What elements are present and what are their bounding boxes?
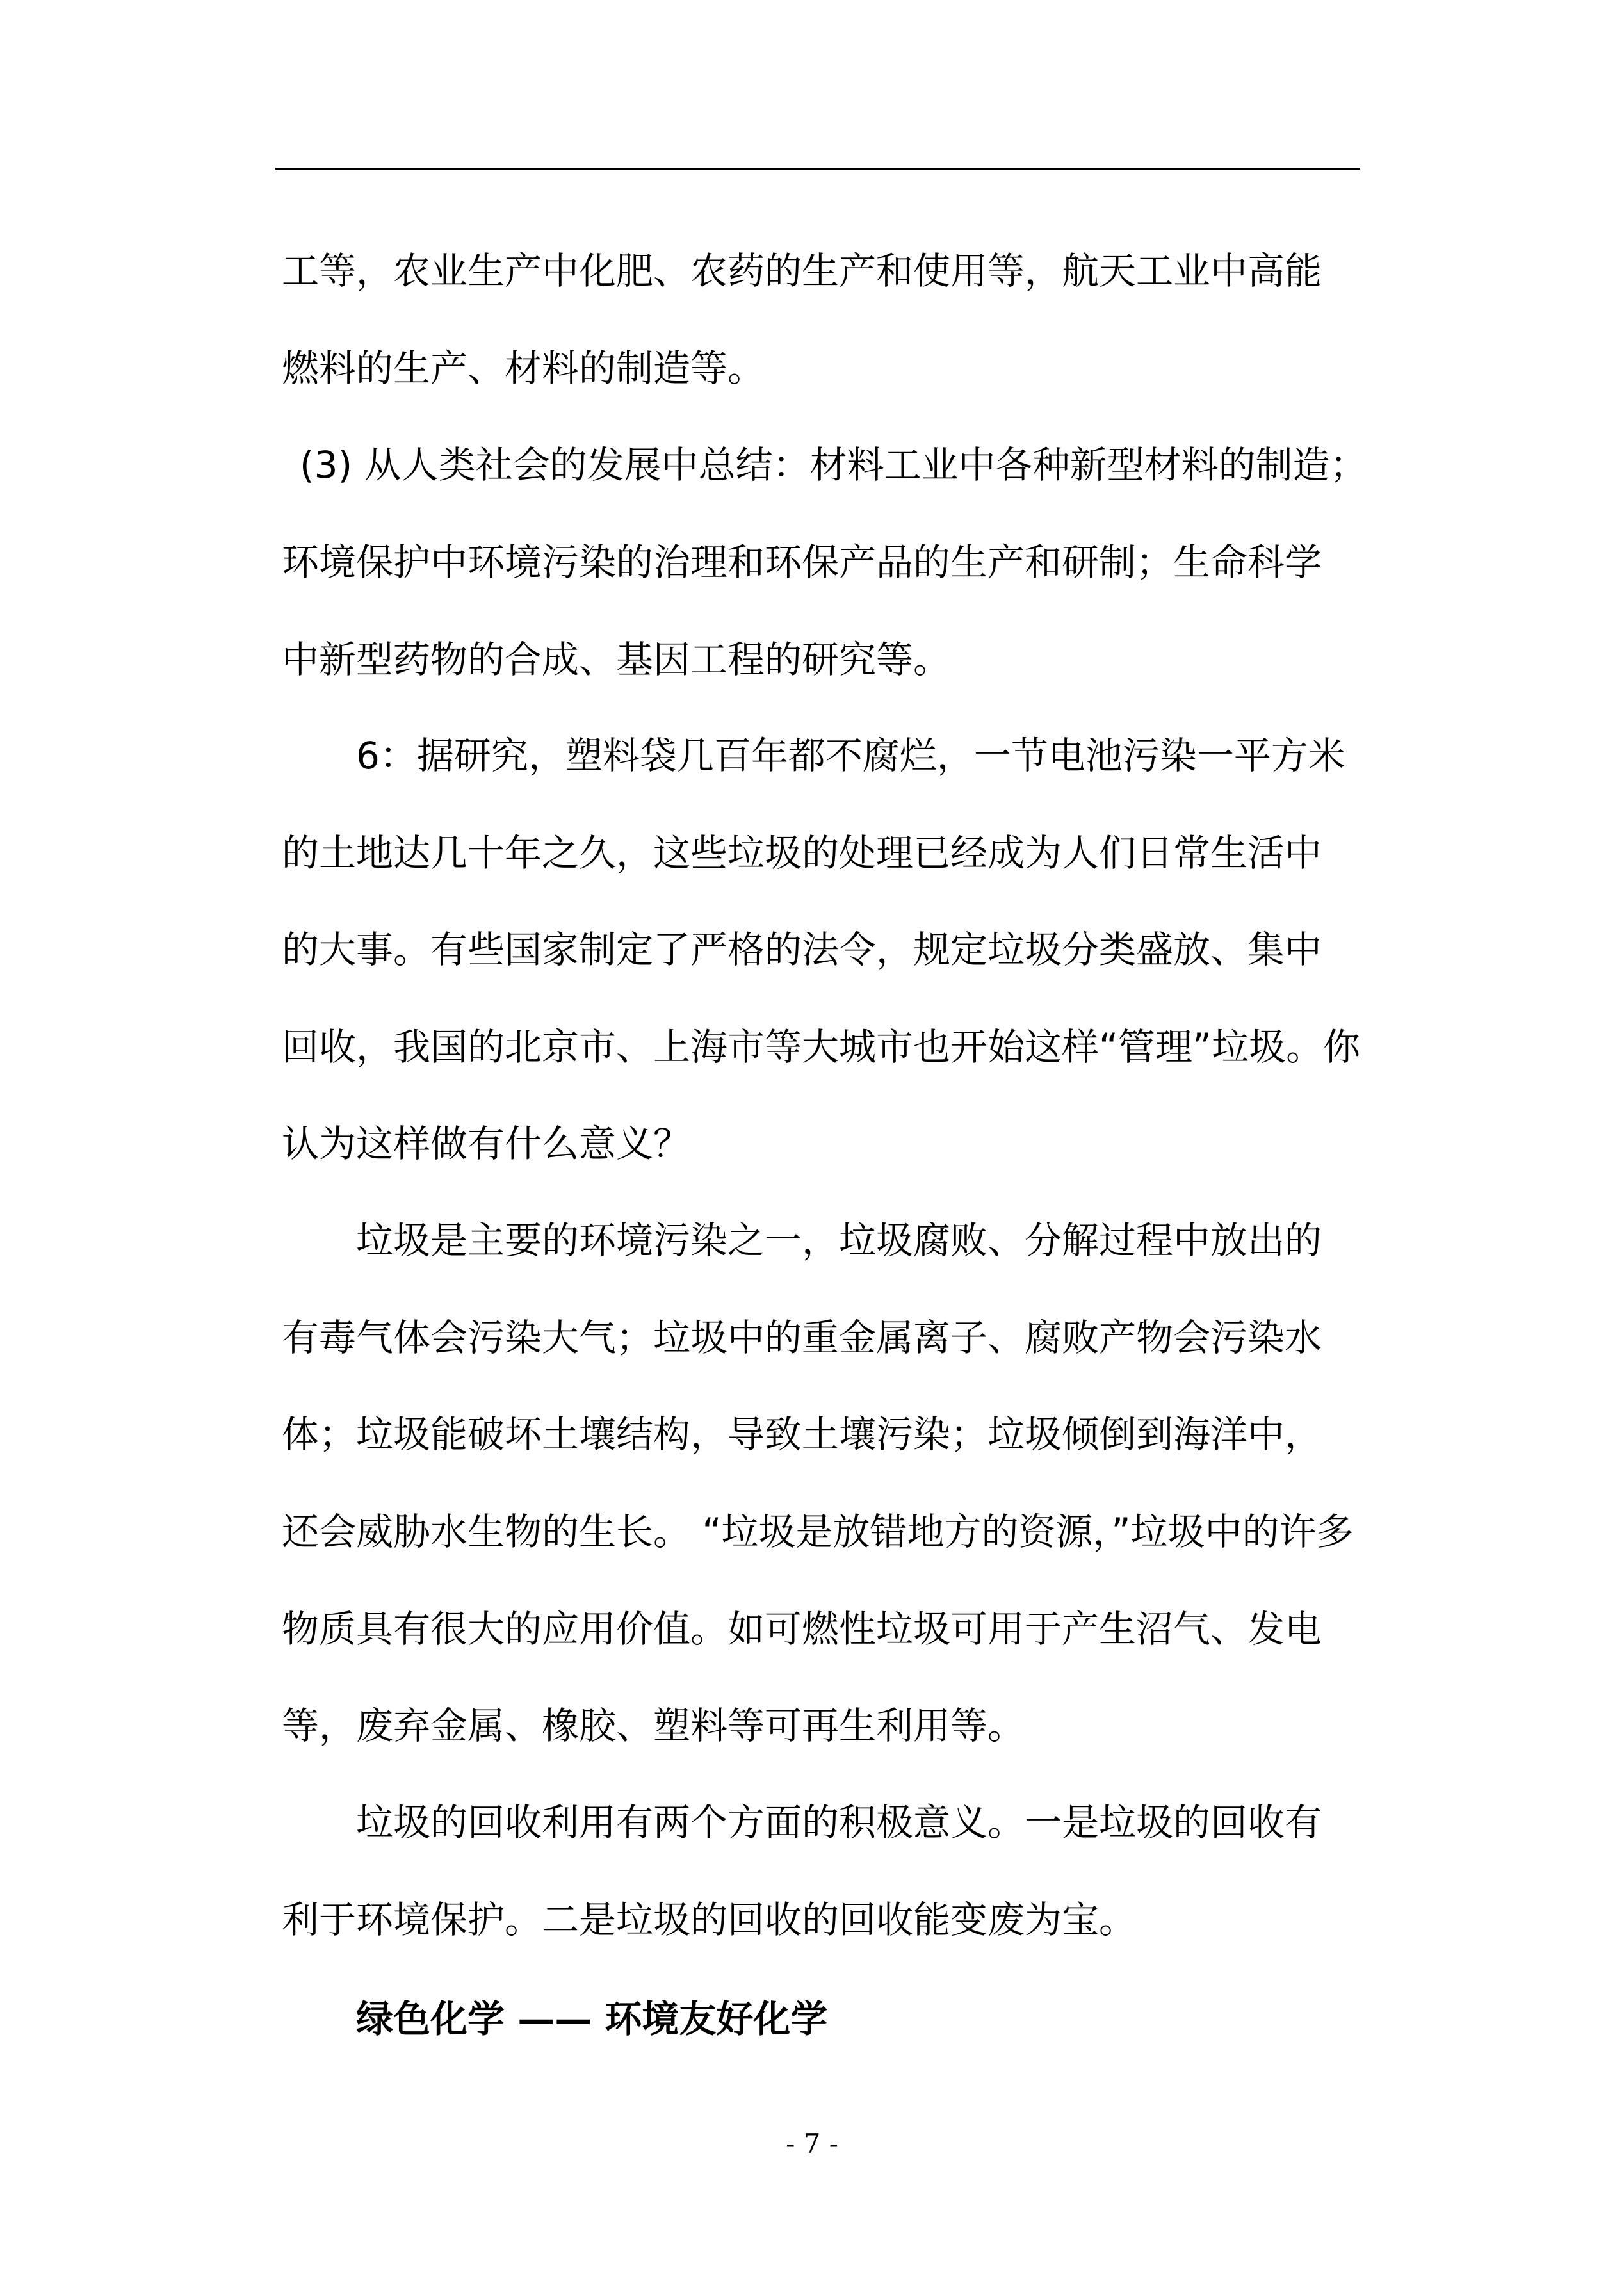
text-line: 中新型药物的合成、基因工程的研究等。 — [282, 638, 951, 681]
text-line: 还会威胁水生物的生长。 “垃圾是放错地方的资源，”垃圾中的许多 — [282, 1510, 1354, 1553]
text-line: 工等，农业生产中化肥、农药的生产和使用等，航天工业中高能 — [282, 249, 1322, 293]
text-line: 体；垃圾能破坏土壤结构，导致土壤污染；垃圾倾倒到海洋中， — [282, 1413, 1322, 1456]
text-line: 回收，我国的北京市、上海市等大城市也开始这样“管理”垃圾。你 — [282, 1025, 1361, 1069]
list-item-3: (3) 从人类社会的发展中总结：材料工业中各种新型材料的制造； — [300, 443, 1367, 487]
header-rule — [275, 168, 1360, 170]
text-line: 燃料的生产、材料的制造等。 — [282, 346, 765, 390]
answer-paragraph-start: 垃圾是主要的环境污染之一，垃圾腐败、分解过程中放出的 — [356, 1219, 1322, 1262]
question-6-start: 6：据研究，塑料袋几百年都不腐烂，一节电池污染一平方米 — [356, 734, 1345, 777]
text-line: 认为这样做有什么意义？ — [282, 1122, 691, 1165]
text-line: 利于环境保护。二是垃圾的回收的回收能变废为宝。 — [282, 1898, 1137, 1942]
text-line: 物质具有很大的应用价值。如可燃性垃圾可用于产生沼气、发电 — [282, 1607, 1322, 1651]
text-line: 的大事。有些国家制定了严格的法令，规定垃圾分类盛放、集中 — [282, 928, 1322, 971]
text-line: 环境保护中环境污染的治理和环保产品的生产和研制；生命科学 — [282, 540, 1322, 584]
page-number: - 7 - — [786, 2128, 838, 2159]
text-line: 的土地达几十年之久，这些垃圾的处理已经成为人们日常生活中 — [282, 831, 1322, 875]
paragraph-start: 垃圾的回收利用有两个方面的积极意义。一是垃圾的回收有 — [356, 1801, 1322, 1844]
text-line: 有毒气体会污染大气；垃圾中的重金属离子、腐败产物会污染水 — [282, 1316, 1322, 1359]
section-heading: 绿色化学 —— 环境友好化学 — [356, 1997, 828, 2041]
text-line: 等，废弃金属、橡胶、塑料等可再生利用等。 — [282, 1704, 1025, 1748]
